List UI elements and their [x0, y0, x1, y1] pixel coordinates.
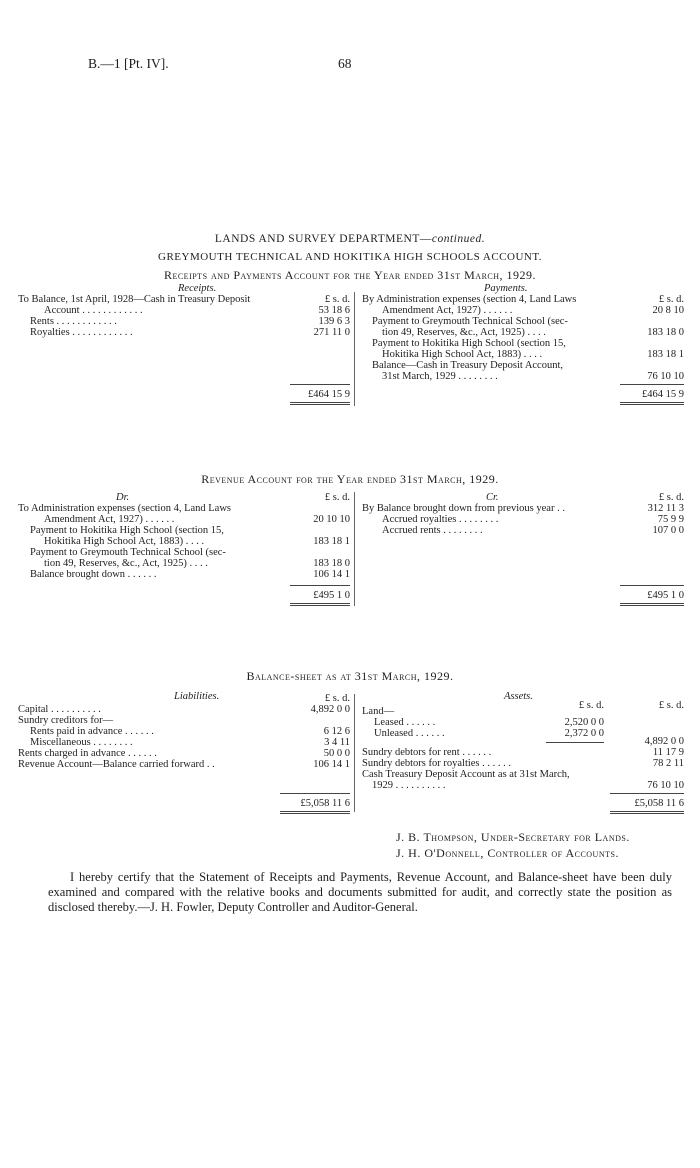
- bs-land-total: 4,892 0 0: [644, 736, 684, 747]
- bs-right-rule: [610, 793, 684, 794]
- bs-left-double-rule: [280, 811, 350, 814]
- rev-dr-head: Dr.: [116, 492, 130, 503]
- rev-credit-row-text: Accrued royalties . . . . . . . .: [382, 514, 499, 525]
- rev-divider: [354, 492, 355, 606]
- rev-debit-row-amount: 183 18 1: [313, 536, 350, 547]
- department-title: LANDS AND SURVEY DEPARTMENT—: [214, 233, 432, 245]
- rev-debit-row-text: Payment to Greymouth Technical School (sec-: [30, 547, 226, 558]
- bs-liability-row-amount: 50 0 0: [323, 748, 350, 759]
- bs-right-double-rule: [610, 811, 684, 814]
- bs-left-total: £5,058 11 6: [300, 798, 350, 809]
- bs-land-row-text: Unleased . . . . . .: [374, 728, 445, 739]
- rp-payment-row-amount: 183 18 0: [647, 327, 684, 338]
- bs-right-total: £5,058 11 6: [634, 798, 684, 809]
- rev-credit-row-amount: 75 9 9: [657, 514, 684, 525]
- rp-left-rule: [290, 384, 350, 385]
- bs-asset-row-text: Cash Treasury Deposit Account as at 31st March,: [362, 769, 570, 780]
- rev-debit-row-text: Amendment Act, 1927) . . . . . .: [44, 514, 175, 525]
- rp-receipt-row-text: Royalties . . . . . . . . . . . .: [30, 327, 133, 338]
- bs-asset-row-text: 1929 . . . . . . . . . .: [372, 780, 446, 791]
- bs-liability-row-text: Sundry creditors for—: [18, 715, 114, 726]
- rev-right-cols: £ s. d.: [658, 492, 684, 503]
- rp-payment-row-amount: 76 10 10: [647, 371, 684, 382]
- bs-liability-row-text: Rents charged in advance . . . . . .: [18, 748, 157, 759]
- rp-receipt-row-amount: 271 11 0: [313, 327, 350, 338]
- rp-payments-head: Payments.: [484, 283, 528, 294]
- bs-land-row-amount: 2,372 0 0: [564, 728, 604, 739]
- rp-payment-row-text: Balance—Cash in Treasury Deposit Account,: [372, 360, 564, 371]
- rp-right-double-rule: [620, 402, 684, 405]
- rev-debit-row-text: Payment to Hokitika High School (section 15,: [30, 525, 224, 536]
- bs-liability-row-amount: 4,892 0 0: [310, 704, 350, 715]
- rp-payment-row-text: Hokitika High School Act, 1883) . . . .: [382, 349, 543, 360]
- rev-debit-row-amount: 183 18 0: [313, 558, 350, 569]
- bs-land-row-amount: 2,520 0 0: [564, 717, 604, 728]
- bs-land-row-text: Leased . . . . . .: [374, 717, 436, 728]
- rev-credit-row-amount: 312 11 3: [647, 503, 684, 514]
- rp-payment-row-text: 31st March, 1929 . . . . . . . .: [382, 371, 498, 382]
- rp-receipt-row-text: Rents . . . . . . . . . . . .: [30, 316, 117, 327]
- rev-right-total: £495 1 0: [647, 590, 684, 601]
- bs-liability-row-text: Miscellaneous . . . . . . . .: [30, 737, 133, 748]
- bs-liabilities-head: Liabilities.: [174, 691, 220, 702]
- rev-right-double-rule: [620, 603, 684, 606]
- bs-land-label: Land—: [362, 706, 395, 717]
- rp-right-rule: [620, 384, 684, 385]
- rp-payment-row-amount: 20 8 10: [652, 305, 684, 316]
- rev-right-rule: [620, 585, 684, 586]
- audit-certificate: I hereby certify that the Statement of Receipts and Payments, Revenue Account, and Balance-sheet have been duly examined and compared with the relative books and documents submitted for audit, and correctly state the position as disclosed thereby.—J. H. Fowler, Deputy Controller and Auditor-General.: [48, 870, 672, 914]
- rp-payment-row-text: Payment to Greymouth Technical School (sec-: [372, 316, 568, 327]
- rev-left-double-rule: [290, 603, 350, 606]
- rp-right-cols: £ s. d.: [658, 294, 684, 305]
- bs-divider: [354, 694, 355, 812]
- rp-divider: [354, 292, 355, 406]
- rev-left-rule: [290, 585, 350, 586]
- signature-odonnell: J. H. O'Donnell, Controller of Accounts.: [396, 846, 619, 860]
- rp-payment-row-text: Payment to Hokitika High School (section 15,: [372, 338, 566, 349]
- signature-thompson: J. B. Thompson, Under-Secretary for Lands.: [396, 830, 630, 844]
- page-number: 68: [338, 56, 352, 71]
- rev-title: Revenue Account for the Year ended 31st March, 1929.: [201, 472, 499, 486]
- rp-left-double-rule: [290, 402, 350, 405]
- rev-debit-row-amount: 106 14 1: [313, 569, 350, 580]
- rev-debit-row-amount: 20 10 10: [313, 514, 350, 525]
- rp-payment-row-amount: 183 18 1: [647, 349, 684, 360]
- rev-left-total: £495 1 0: [313, 590, 350, 601]
- rev-cr-head: Cr.: [486, 492, 499, 503]
- rp-payment-row-text: Amendment Act, 1927) . . . . . .: [382, 305, 513, 316]
- bs-liability-row-amount: 6 12 6: [323, 726, 350, 737]
- bs-land-cols: £ s. d.: [578, 700, 604, 711]
- rev-debit-row-text: Hokitika High School Act, 1883) . . . .: [44, 536, 205, 547]
- rev-left-cols: £ s. d.: [324, 492, 350, 503]
- bs-asset-row-amount: 78 2 11: [652, 758, 684, 769]
- bs-asset-row-amount: 76 10 10: [647, 780, 684, 791]
- bs-liability-row-text: Capital . . . . . . . . . .: [18, 704, 101, 715]
- account-heading: GREYMOUTH TECHNICAL AND HOKITIKA HIGH SCHOOLS ACCOUNT.: [158, 251, 542, 263]
- rev-credit-row-text: Accrued rents . . . . . . . .: [382, 525, 483, 536]
- bs-right-cols: £ s. d.: [658, 700, 684, 711]
- bs-left-rule: [280, 793, 350, 794]
- bs-title: Balance-sheet as at 31st March, 1929.: [246, 669, 454, 683]
- rp-receipts-head: Receipts.: [178, 283, 217, 294]
- department-heading: [0, 234, 700, 246]
- department-continued: continued.: [431, 233, 486, 245]
- rp-receipt-row-amount: 53 18 6: [318, 305, 350, 316]
- bs-asset-row-text: Sundry debtors for rent . . . . . .: [362, 747, 492, 758]
- bs-land-rule: [546, 742, 604, 743]
- rev-debit-row-text: tion 49, Reserves, &c., Act, 1925) . . . .: [44, 558, 208, 569]
- bs-liability-row-amount: 3 4 11: [324, 737, 350, 748]
- rp-payment-row-text: By Administration expenses (section 4, Land Laws: [362, 294, 577, 305]
- rev-debit-row-text: To Administration expenses (section 4, Land Laws: [18, 503, 232, 514]
- rp-payment-row-text: tion 49, Reserves, &c., Act, 1925) . . . .: [382, 327, 546, 338]
- bs-left-cols: £ s. d.: [324, 693, 350, 704]
- rev-credit-row-text: By Balance brought down from previous year . .: [362, 503, 565, 514]
- rp-right-total: £464 15 9: [642, 389, 684, 400]
- rp-left-cols: £ s. d.: [324, 294, 350, 305]
- bs-assets-head: Assets.: [504, 691, 533, 702]
- rev-credit-row-amount: 107 0 0: [652, 525, 684, 536]
- rp-left-total: £464 15 9: [308, 389, 350, 400]
- bs-asset-row-text: Sundry debtors for royalties . . . . . .: [362, 758, 512, 769]
- rp-title: Receipts and Payments Account for the Year ended 31st March, 1929.: [163, 268, 537, 282]
- bs-liability-row-text: Rents paid in advance . . . . . .: [30, 726, 154, 737]
- bs-liability-row-text: Revenue Account—Balance carried forward . .: [18, 759, 215, 770]
- rp-receipt-row-text: Account . . . . . . . . . . . .: [44, 305, 143, 316]
- bs-asset-row-amount: 11 17 9: [652, 747, 684, 758]
- page-reference: B.—1 [Pt. IV].: [88, 56, 169, 71]
- rp-receipt-row-text: To Balance, 1st April, 1928—Cash in Treasury Deposit: [18, 294, 251, 305]
- rev-debit-row-text: Balance brought down . . . . . .: [30, 569, 157, 580]
- bs-liability-row-amount: 106 14 1: [313, 759, 350, 770]
- rp-receipt-row-amount: 139 6 3: [318, 316, 350, 327]
